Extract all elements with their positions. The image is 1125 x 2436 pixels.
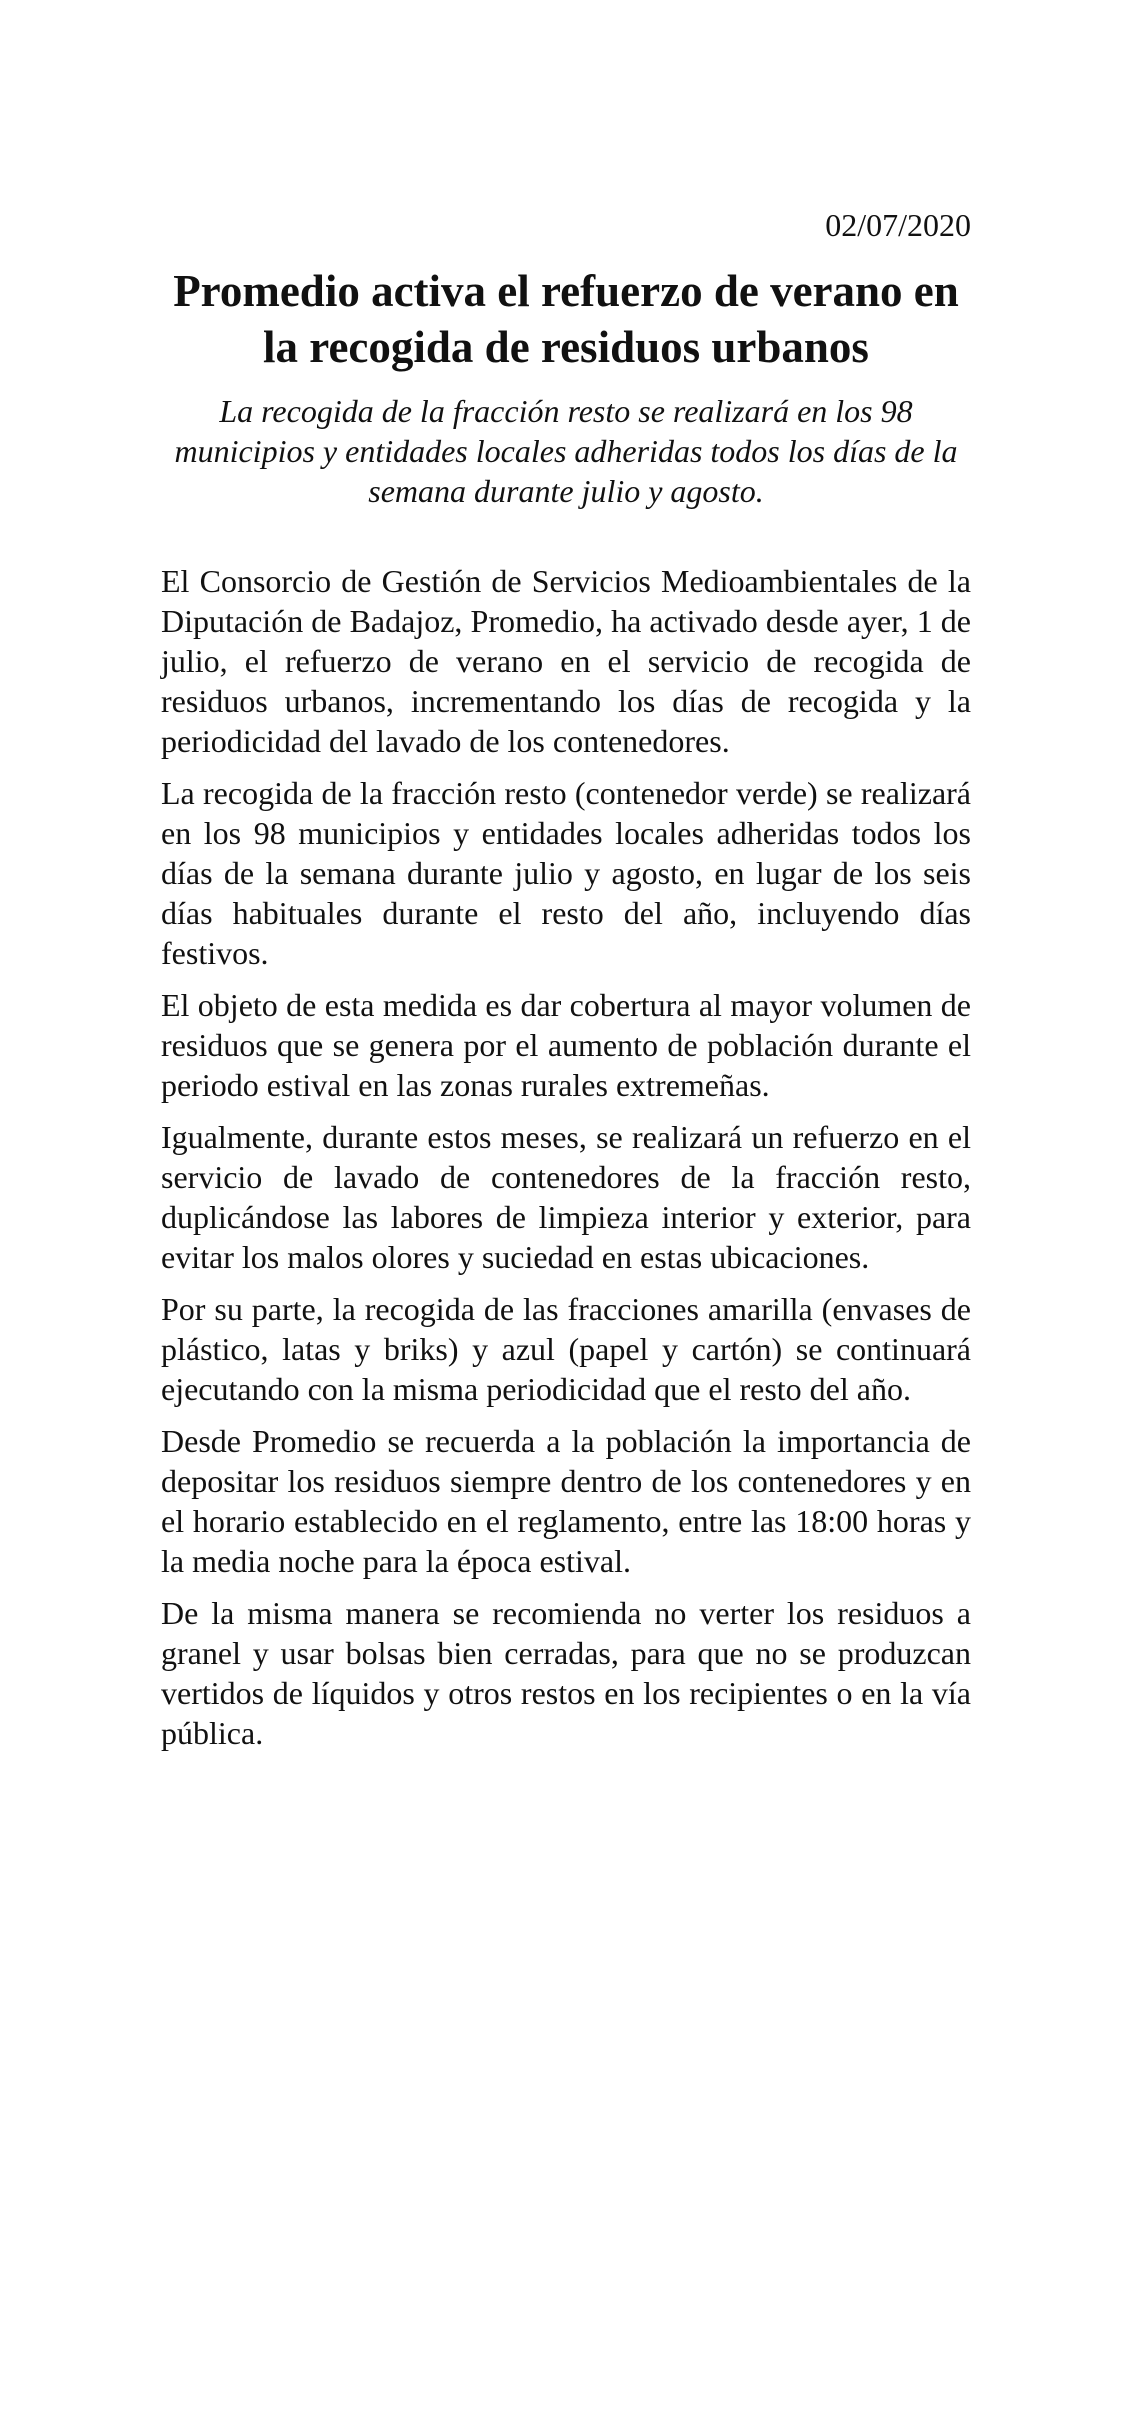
article-body: [161, 561, 971, 1753]
paragraph: Por su parte, la recogida de las fracciones amarilla (envases de plástico, latas y briks) y azul (papel y cartón) se continuará ejecutando con la misma periodicidad que el resto del año.: [161, 1291, 971, 1407]
paragraph: Desde Promedio se recuerda a la población la importancia de depositar los residuos siempre dentro de los contenedores y en el horario establecido en el reglamento, entre las 18:00 horas y la media noche para la época estival.: [161, 1423, 971, 1579]
paragraph: La recogida de la fracción resto (contenedor verde) se realizará en los 98 municipios y entidades locales adheridas todos los días de la semana durante julio y agosto, en lugar de los seis días habituales durante el resto del año, incluyendo días festivos.: [161, 775, 971, 971]
subheadline: La recogida de la fracción resto se realizará en los 98 municipios y entidades locales adheridas todos los días de la semana durante julio y agosto.: [174, 393, 958, 509]
paragraph: El Consorcio de Gestión de Servicios Medioambientales de la Diputación de Badajoz, Promedio, ha activado desde ayer, 1 de julio, el refuerzo de verano en el servicio de recogida de residuos urbanos, incrementando los días de recogida y la periodicidad del lavado de los contenedores.: [161, 563, 971, 759]
publication-date: 02/07/2020: [825, 207, 971, 243]
paragraph: Igualmente, durante estos meses, se realizará un refuerzo en el servicio de lavado de contenedores de la fracción resto, duplicándose las labores de limpieza interior y exterior, para evitar los malos olores y suciedad en estas ubicaciones.: [161, 1119, 971, 1275]
paragraph: De la misma manera se recomienda no verter los residuos a granel y usar bolsas bien cerradas, para que no se produzcan vertidos de líquidos y otros restos en los recipientes o en la vía pública.: [161, 1595, 971, 1751]
paragraph: El objeto de esta medida es dar cobertura al mayor volumen de residuos que se genera por el aumento de población durante el periodo estival en las zonas rurales extremeñas.: [161, 987, 971, 1103]
press-release: [161, 205, 971, 1765]
headline: Promedio activa el refuerzo de verano en la recogida de residuos urbanos: [173, 266, 959, 372]
